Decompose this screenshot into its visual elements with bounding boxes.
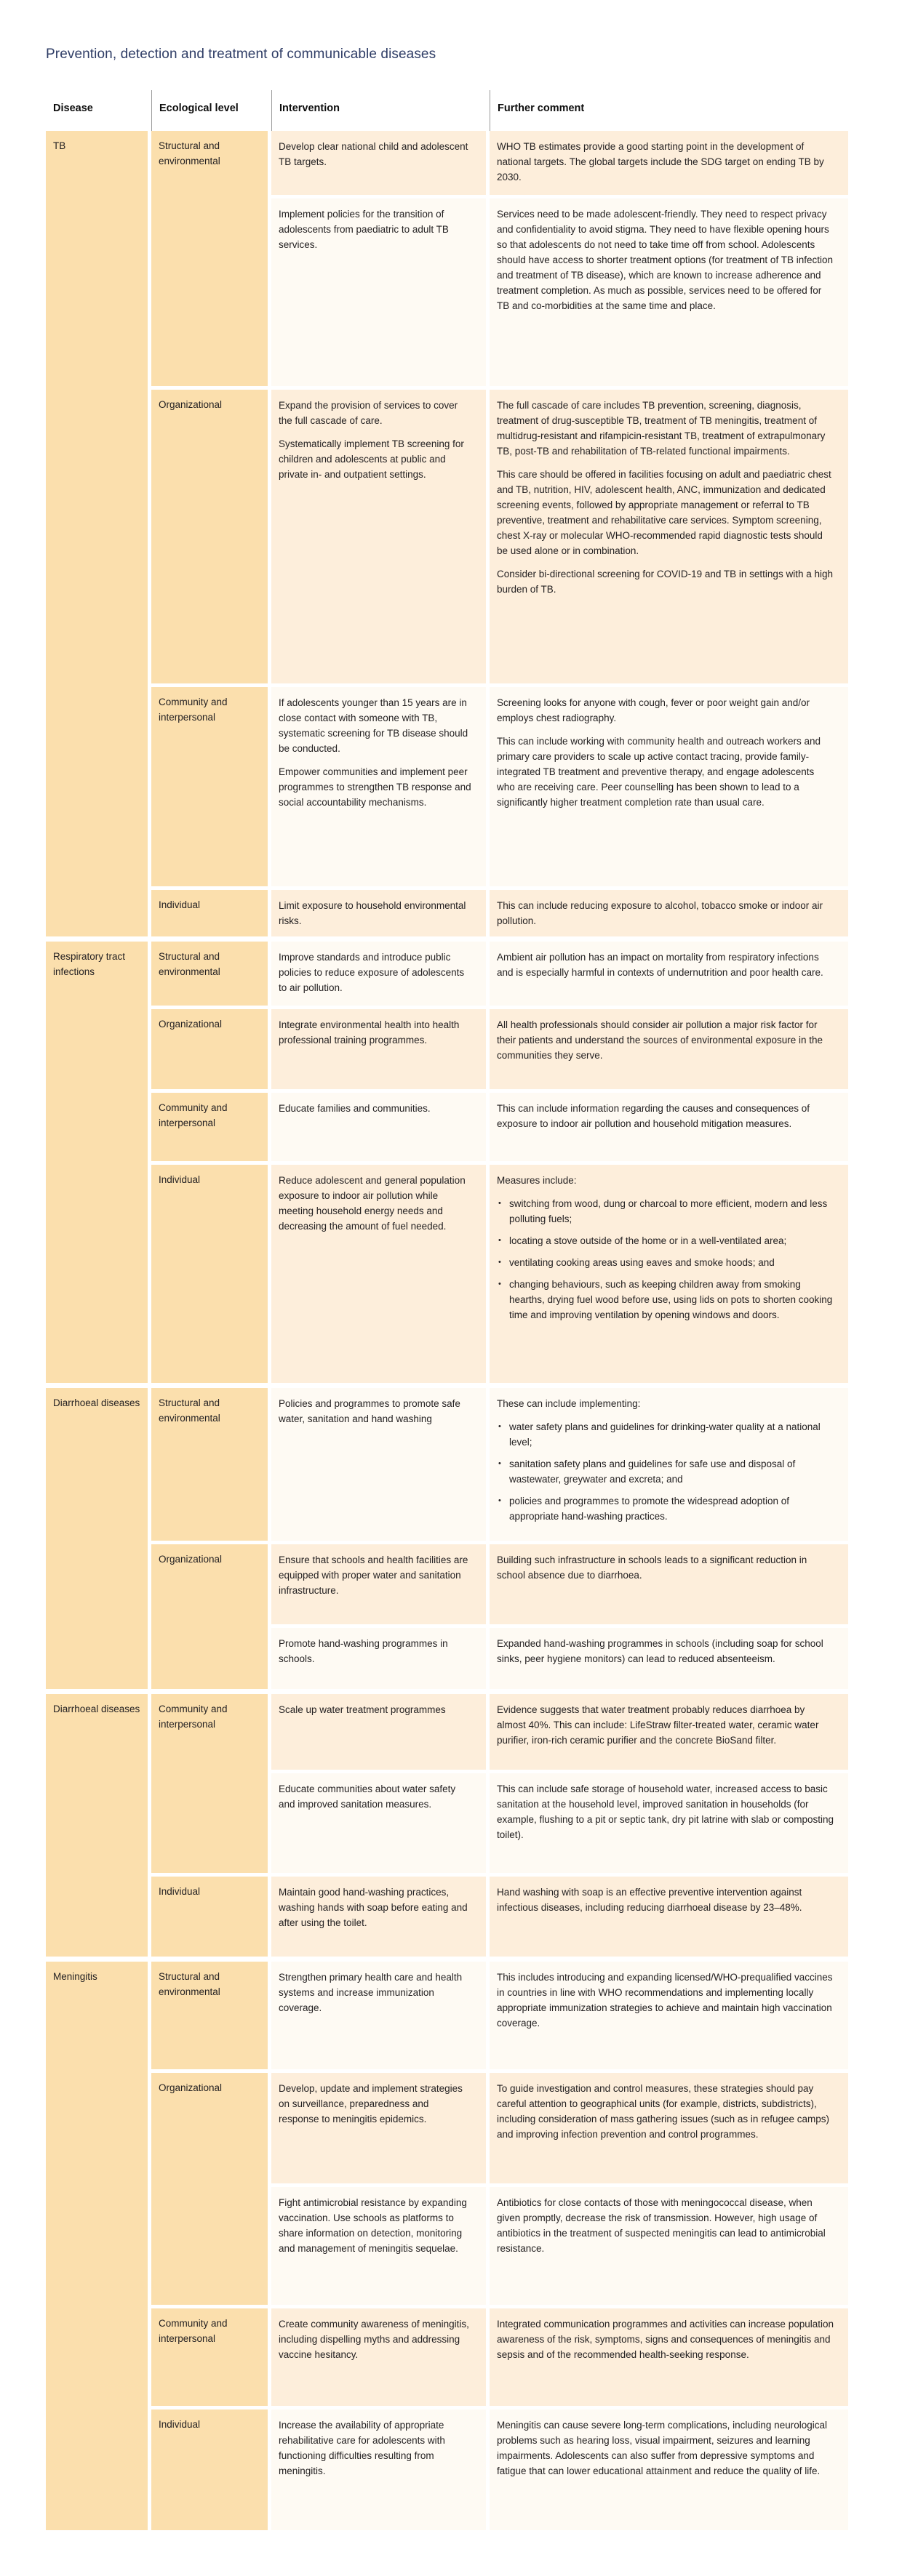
intervention-cell: [271, 687, 486, 886]
disease-group: [46, 1694, 848, 1957]
intervention-paragraph: Maintain good hand-washing practices, washing hands with soap before eating and after using the toilet.: [279, 1887, 468, 1928]
disease-cell: Meningitis: [46, 1962, 148, 2530]
ecological-level-cell: Structural and environmental: [151, 942, 268, 1006]
disease-group: [46, 1388, 848, 1689]
ecological-level-cell: Community and interpersonal: [151, 1093, 268, 1161]
intervention-paragraph: Strengthen primary health care and health systems and increase immunization coverage.: [279, 1972, 463, 2013]
comment-paragraph: Expanded hand-washing programmes in schools (including soap for school sinks, peer hygiene monitors) can lead to reduced absenteeism.: [497, 1638, 823, 1664]
intervention-cell: [271, 1877, 486, 1957]
comment-paragraph: Evidence suggests that water treatment probably reduces diarrhoea by almost 40%. This can include: LifeStraw filter-treated water, ceramic water purifier, iron-rich ceramic purifier and the concrete BioSand filter.: [497, 1704, 819, 1746]
comment-paragraph: To guide investigation and control measures, these strategies should pay careful attention to geographical units (for example, districts, subdistricts), including consideration of mass gathering issues (such as in refugee camps) and improving infection prevention and control programmes.: [497, 2083, 829, 2140]
intervention-cell: [271, 1544, 486, 1624]
bullet-item: [497, 1493, 834, 1524]
disease-group: [46, 131, 848, 936]
comment-paragraph: Integrated communication programmes and activities can increase population awareness of the risk, symptoms, signs and consequences of meningitis and sepsis and of the recommended health-seeking response.: [497, 2319, 834, 2360]
bullet-item: [497, 1456, 834, 1487]
intervention-cell: [271, 1388, 486, 1541]
disease-group: [46, 942, 848, 1383]
bullet-dot: •: [498, 1496, 501, 1505]
ecological-level-cell: Community and interpersonal: [151, 1694, 268, 1873]
further-comment-cell: [490, 1544, 848, 1624]
table-header: [46, 90, 848, 131]
intervention-paragraph: Fight antimicrobial resistance by expanding vaccination. Use schools as platforms to share information on detection, monitoring and management of meningitis sequelae.: [279, 2197, 467, 2254]
intervention-paragraph: Empower communities and implement peer programmes to strengthen TB response and social accountability mechanisms.: [279, 766, 471, 808]
further-comment-cell: [490, 2308, 848, 2406]
intervention-cell: [271, 198, 486, 386]
intervention-paragraph: Limit exposure to household environmental risks.: [279, 900, 466, 926]
further-comment-cell: [490, 942, 848, 1006]
intervention-cell: [271, 1962, 486, 2069]
intervention-paragraph: Educate families and communities.: [279, 1103, 431, 1114]
ecological-level-cell: Organizational: [151, 390, 268, 683]
intervention-paragraph: Create community awareness of meningitis, including dispelling myths and addressing vaccine hesitancy.: [279, 2319, 469, 2360]
intervention-paragraph: Systematically implement TB screening for children and adolescents at public and private in- and outpatient settings.: [279, 438, 464, 480]
comment-text: changing behaviours, such as keeping children away from smoking hearths, drying fuel wood before use, using lids on pots to shorten cooking time and improving ventilation by opening windows and doors.: [509, 1279, 833, 1320]
intervention-cell: [271, 1628, 486, 1689]
intervention-paragraph: Policies and programmes to promote safe water, sanitation and hand washing: [279, 1398, 460, 1424]
further-comment-cell: [490, 1628, 848, 1689]
disease-cell: TB: [46, 131, 148, 936]
further-comment-cell: [490, 1009, 848, 1089]
ecological-level-cell: Organizational: [151, 1009, 268, 1089]
bullet-item: [497, 1196, 834, 1227]
comment-paragraph: This can include reducing exposure to alcohol, tobacco smoke or indoor air pollution.: [497, 900, 823, 926]
bullet-item: [497, 1233, 834, 1248]
intervention-paragraph: Educate communities about water safety and improved sanitation measures.: [279, 1783, 456, 1810]
intervention-cell: [271, 942, 486, 1006]
ecological-level-cell: Community and interpersonal: [151, 2308, 268, 2406]
intervention-paragraph: Reduce adolescent and general population exposure to indoor air pollution while meeting household energy needs and decreasing the amount of fuel needed.: [279, 1175, 466, 1232]
bullet-dot: •: [498, 1280, 501, 1288]
ecological-level-cell: Community and interpersonal: [151, 687, 268, 886]
comment-text: water safety plans and guidelines for drinking-water quality at a national level;: [509, 1421, 821, 1448]
intervention-cell: [271, 2410, 486, 2530]
ecological-level-cell: Structural and environmental: [151, 131, 268, 386]
intervention-paragraph: Expand the provision of services to cover the full cascade of care.: [279, 400, 458, 426]
further-comment-cell: [490, 1093, 848, 1161]
comment-paragraph: Services need to be made adolescent-friendly. They need to respect privacy and confidentiality to avoid stigma. They need to have flexible opening hours so that adolescents do not need to take time off from school. Adolescents should have access to shorter treatment options (for treatment of TB infection and treatment of TB disease), which are known to increase adherence and treatment completion. As much as possible, services need to be offered for TB and co-morbidities at the same time and place.: [497, 209, 833, 311]
communicable-diseases-table: [46, 90, 848, 2535]
intervention-cell: [271, 131, 486, 195]
intervention-cell: [271, 2187, 486, 2305]
intervention-cell: [271, 1009, 486, 1089]
comment-text: ventilating cooking areas using eaves and smoke hoods; and: [509, 1257, 775, 1268]
bullet-dot: •: [498, 1459, 501, 1468]
comment-text: policies and programmes to promote the widespread adoption of appropriate hand-washing practices.: [509, 1496, 789, 1522]
bullet-dot: •: [498, 1236, 501, 1245]
comment-paragraph: The full cascade of care includes TB prevention, screening, diagnosis, treatment of drug-susceptible TB, treatment of TB meningitis, treatment of multidrug-resistant and rifampicin-resistant TB, treatment of extrapulmonary TB, post-TB and rehabilitation of TB-related functional impairments.: [497, 400, 826, 457]
ecological-level-cell: Individual: [151, 2410, 268, 2530]
disease-cell: Diarrhoeal diseases: [46, 1694, 148, 1957]
further-comment-cell: [490, 1165, 848, 1383]
intervention-cell: [271, 1165, 486, 1383]
comment-paragraph: Meningitis can cause severe long-term complications, including neurological problems such as hearing loss, visual impairment, seizures and learning impairments. Adolescents can also suffer from depressive symptoms and fatigue that can lower educational attainment and reduce the quality of life.: [497, 2420, 827, 2476]
comment-paragraph: Hand washing with soap is an effective preventive intervention against infectious diseases, including reducing diarrhoeal disease by 23–48%.: [497, 1887, 802, 1913]
ecological-level-cell: Organizational: [151, 2073, 268, 2305]
intervention-cell: [271, 2308, 486, 2406]
column-header-ecological-level: Ecological level: [151, 90, 268, 131]
disease-cell: Diarrhoeal diseases: [46, 1388, 148, 1689]
comment-paragraph: This includes introducing and expanding licensed/WHO-prequalified vaccines in countries in line with WHO recommendations and implementing locally appropriate immunization strategies to achieve and maintain high vaccination coverage.: [497, 1972, 833, 2029]
ecological-level-cell: Individual: [151, 890, 268, 936]
intervention-paragraph: Develop, update and implement strategies on surveillance, preparedness and response to meningitis epidemics.: [279, 2083, 463, 2124]
intervention-paragraph: Scale up water treatment programmes: [279, 1704, 446, 1715]
intervention-paragraph: Develop clear national child and adolescent TB targets.: [279, 141, 468, 167]
comment-paragraph: This can include information regarding the causes and consequences of exposure to indoor air pollution and household mitigation measures.: [497, 1103, 810, 1129]
further-comment-cell: [490, 687, 848, 886]
further-comment-cell: [490, 2073, 848, 2183]
bullet-dot: •: [498, 1258, 501, 1267]
further-comment-cell: [490, 890, 848, 936]
table-body: [46, 131, 848, 2530]
column-header-further-comment: Further comment: [490, 90, 848, 131]
comment-paragraph: All health professionals should consider air pollution a major risk factor for their patients and understand the sources of environmental exposure in the communities they serve.: [497, 1019, 823, 1061]
ecological-level-cell: Structural and environmental: [151, 1388, 268, 1541]
further-comment-cell: [490, 1388, 848, 1541]
comment-paragraph: Building such infrastructure in schools leads to a significant reduction in school absence due to diarrhoea.: [497, 1554, 807, 1581]
column-header-disease: Disease: [53, 103, 93, 114]
intervention-cell: [271, 890, 486, 936]
further-comment-cell: [490, 198, 848, 386]
disease-group: [46, 1962, 848, 2530]
further-comment-cell: [490, 1962, 848, 2069]
comment-paragraph: This can include working with community health and outreach workers and primary care providers to scale up active contact tracing, provide family-integrated TB treatment and preventive therapy, and engage adolescents who are receiving care. Peer counselling has been shown to lead to a significantly higher treatment completion rate than usual care.: [497, 736, 821, 808]
further-comment-cell: [490, 1773, 848, 1873]
further-comment-cell: [490, 2187, 848, 2305]
bullet-dot: •: [498, 1422, 501, 1431]
further-comment-cell: [490, 390, 848, 683]
ecological-level-cell: Individual: [151, 1165, 268, 1383]
page-title: Prevention, detection and treatment of communicable diseases: [46, 47, 436, 62]
intervention-cell: [271, 1773, 486, 1873]
bullet-item: [497, 1277, 834, 1323]
further-comment-cell: [490, 131, 848, 195]
comment-paragraph: Screening looks for anyone with cough, fever or poor weight gain and/or employs chest radiography.: [497, 697, 810, 723]
intervention-paragraph: Promote hand-washing programmes in schools.: [279, 1638, 448, 1664]
intervention-paragraph: Ensure that schools and health facilities are equipped with proper water and sanitation infrastructure.: [279, 1554, 468, 1596]
ecological-level-cell: Organizational: [151, 1544, 268, 1689]
ecological-level-cell: Individual: [151, 1877, 268, 1957]
further-comment-cell: [490, 2410, 848, 2530]
comment-paragraph: Antibiotics for close contacts of those with meningococcal disease, when given promptly, decrease the risk of transmission. However, high usage of antibiotics in the treatment of suspected meningitis can lead to antimicrobial resistance.: [497, 2197, 826, 2254]
intervention-paragraph: Implement policies for the transition of adolescents from paediatric to adult TB services.: [279, 209, 449, 250]
intervention-paragraph: If adolescents younger than 15 years are in close contact with someone with TB, systematic screening for TB disease should be conducted.: [279, 697, 468, 754]
intervention-cell: [271, 2073, 486, 2183]
comment-text: switching from wood, dung or charcoal to more efficient, modern and less polluting fuels;: [509, 1198, 828, 1224]
bullet-dot: •: [498, 1199, 501, 1208]
bullet-item: [497, 1419, 834, 1450]
further-comment-cell: [490, 1877, 848, 1957]
comment-paragraph: Ambient air pollution has an impact on mortality from respiratory infections and is especially harmful in contexts of undernutrition and poor health care.: [497, 952, 823, 978]
comment-paragraph: Consider bi-directional screening for COVID-19 and TB in settings with a high burden of TB.: [497, 569, 833, 595]
intervention-paragraph: Increase the availability of appropriate rehabilitative care for adolescents with functioning difficulties resulting from meningitis.: [279, 2420, 445, 2476]
column-header-intervention: Intervention: [271, 90, 486, 131]
comment-text: sanitation safety plans and guidelines for safe use and disposal of wastewater, greywater and excreta; and: [509, 1458, 796, 1485]
intervention-cell: [271, 1694, 486, 1770]
comment-text: locating a stove outside of the home or in a well-ventilated area;: [509, 1235, 787, 1246]
ecological-level-cell: Structural and environmental: [151, 1962, 268, 2069]
bullet-item: [497, 1255, 834, 1270]
comment-paragraph: This can include safe storage of household water, increased access to basic sanitation at the household level, improved sanitation in households (for example, flushing to a pit or septic tank, dry pit latrine with slab or composting toilet).: [497, 1783, 834, 1840]
intervention-cell: [271, 1093, 486, 1161]
intervention-cell: [271, 390, 486, 683]
disease-cell: Respiratory tract infections: [46, 942, 148, 1383]
comment-paragraph: Measures include:: [497, 1175, 577, 1186]
intervention-paragraph: Improve standards and introduce public policies to reduce exposure of adolescents to air pollution.: [279, 952, 465, 993]
comment-paragraph: These can include implementing:: [497, 1398, 641, 1409]
further-comment-cell: [490, 1694, 848, 1770]
comment-paragraph: WHO TB estimates provide a good starting point in the development of national targets. The global targets include the SDG target on ending TB by 2030.: [497, 141, 824, 182]
comment-paragraph: This care should be offered in facilities focusing on adult and paediatric chest and TB, nutrition, HIV, adolescent health, ANC, immunization and dedicated screening events, followed by appropriate management or referral to TB preventive, treatment and rehabilitative care services. Symptom screening, chest X-ray or molecular WHO-recommended rapid diagnostic tests should be used alone or in combination.: [497, 469, 831, 556]
intervention-paragraph: Integrate environmental health into health professional training programmes.: [279, 1019, 460, 1046]
